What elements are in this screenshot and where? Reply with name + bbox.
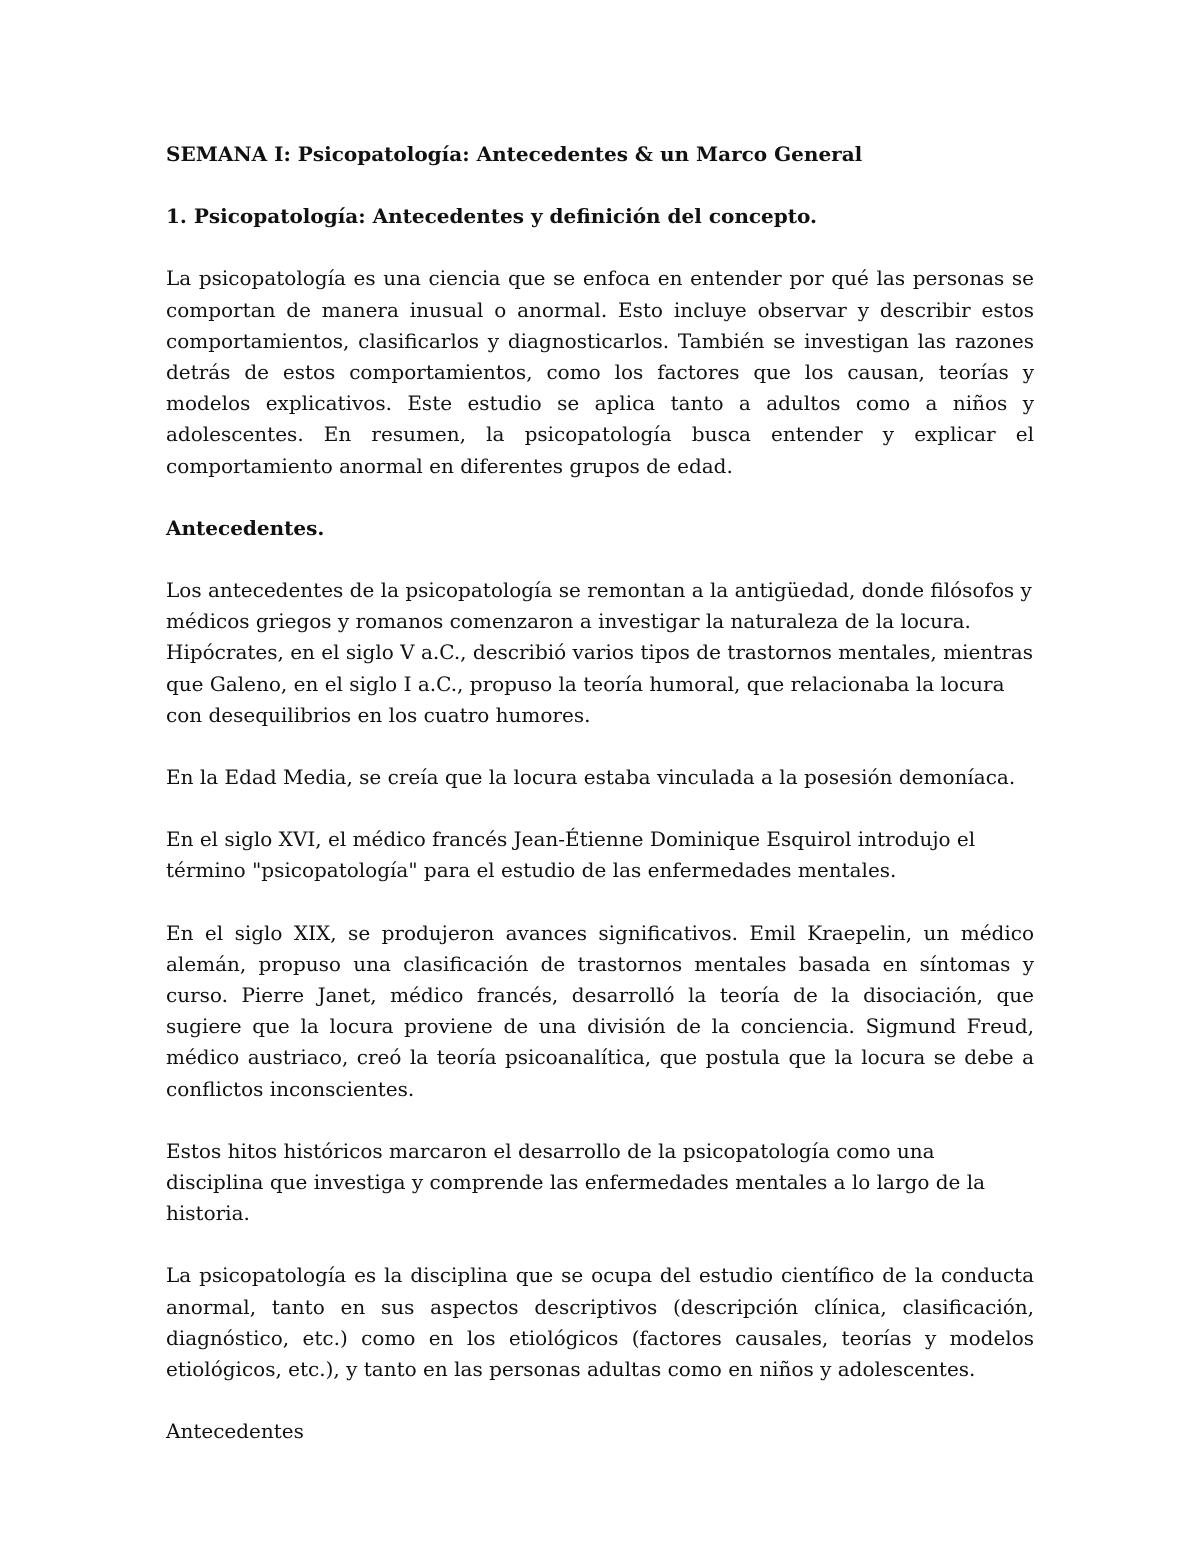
document-body <box>166 139 1034 1448</box>
paragraph-definition: La psicopatología es la disciplina que se ocupa del estudio científico de la conducta anormal, tanto en sus aspectos descriptivos (descripción clínica, clasificación, diagnóstico, etc.) como en los etiológicos (factores causales, teorías y modelos etiológicos, etc.), y tanto en las personas adultas como en niños y adolescentes. <box>166 1263 1034 1382</box>
paragraph-sixteenth-century: En el siglo XVI, el médico francés Jean-Étienne Dominique Esquirol introdujo el término "psicopatología" para el estudio de las enfermedades mentales. <box>166 827 976 883</box>
paragraph-nineteenth-century: En el siglo XIX, se produjeron avances significativos. Emil Kraepelin, un médico alemán, propuso una clasificación de trastornos mentales basada en síntomas y curso. Pierre Janet, médico francés, desarrolló la teoría de la disociación, que sugiere que la locura proviene de una división de la conciencia. Sigmund Freud, médico austriaco, creó la teoría psicoanalítica, que postula que la locura se debe a conflictos inconscientes. <box>166 920 1034 1101</box>
section-heading: 1. Psicopatología: Antecedentes y definición del concepto. <box>166 204 817 229</box>
paragraph-milestones: Estos hitos históricos marcaron el desarrollo de la psicopatología como una disciplina que investiga y comprende las enfermedades mentales a lo largo de la historia. <box>166 1138 986 1226</box>
intro-paragraph: La psicopatología es una ciencia que se enfoca en entender por qué las personas se comportan de manera inusual o anormal. Esto incluye observar y describir estos comportamientos, clasificarlos y diagnosticarlos. También se investigan las razones detrás de estos comportamientos, como los factores que los causan, teorías y modelos explicativos. Este estudio se aplica tanto a adultos como a niños y adolescentes. En resumen, la psicopatología busca entender y explicar el comportamiento anormal en diferentes grupos de edad. <box>166 266 1034 478</box>
final-heading: Antecedentes <box>166 1419 304 1444</box>
paragraph-history-antiquity: Los antecedentes de la psicopatología se remontan a la antigüedad, donde filósofos y médicos griegos y romanos comenzaron a investigar la naturaleza de la locura. Hipócrates, en el siglo V a.C., describió varios tipos de trastornos mentales, mientras que Galeno, en el siglo I a.C., propuso la teoría humoral, que relacionaba la locura con desequilibrios en los cuatro humores. <box>166 578 1033 727</box>
document-title: SEMANA I: Psicopatología: Antecedentes & un Marco General <box>166 142 863 166</box>
antecedentes-heading: Antecedentes. <box>166 515 325 540</box>
paragraph-middle-ages: En la Edad Media, se creía que la locura estaba vinculada a la posesión demoníaca. <box>166 765 1016 790</box>
